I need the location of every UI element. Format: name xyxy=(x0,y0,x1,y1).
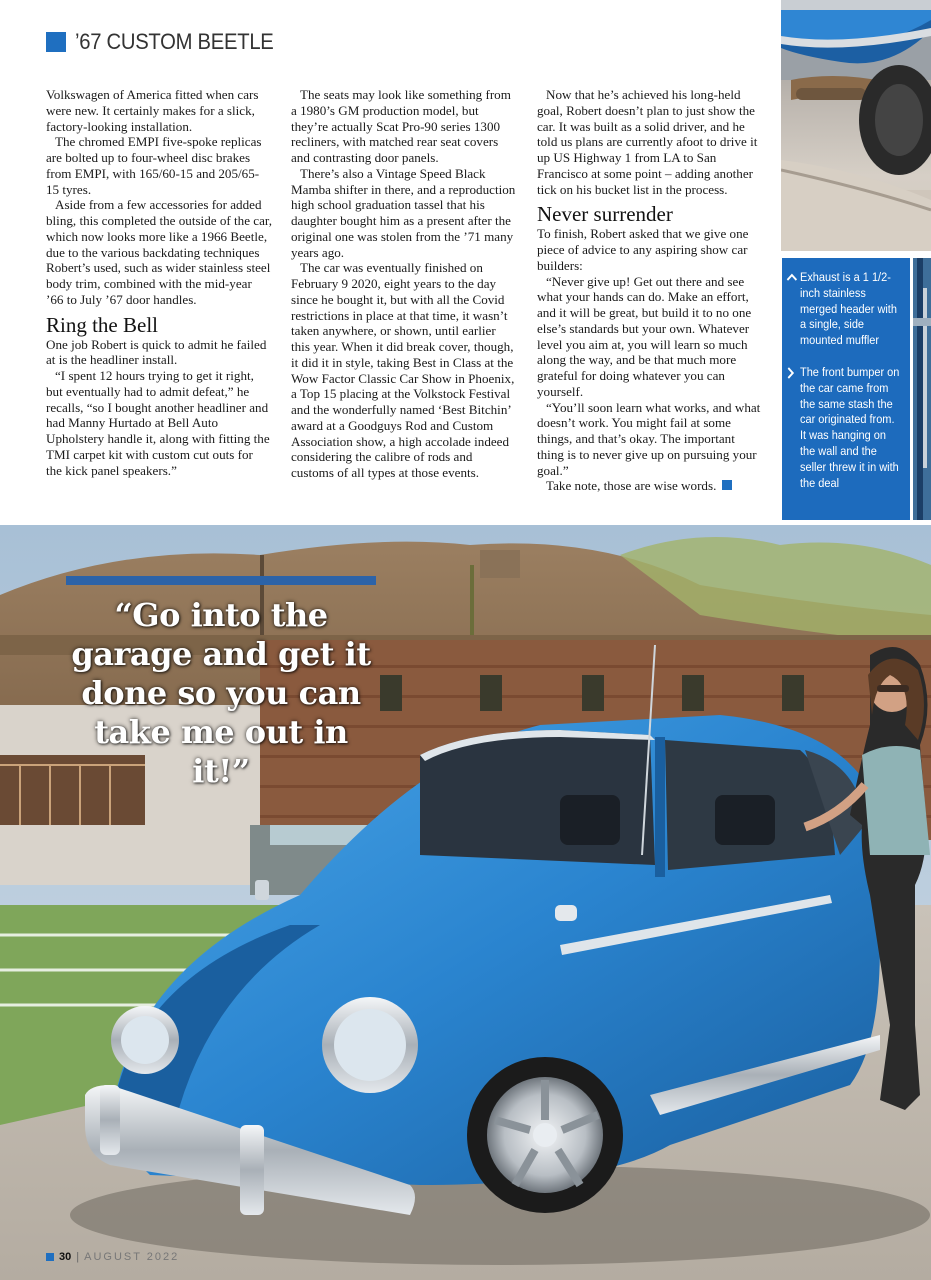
caption-bumper xyxy=(800,365,904,491)
subheading-never-surrender: Never surrender xyxy=(537,202,673,227)
article-column-1 xyxy=(46,87,272,478)
section-title: ’67 CUSTOM BEETLE xyxy=(75,29,274,54)
exhaust-photo xyxy=(781,0,931,251)
paragraph: The car was eventually finished on February 9 2020, eight years to the day since he bought it, but with all the Covid restrictions in place at that time, it wasn’t taken anywhere, or shown, until earlier this year. When it did break cover, though, it did it in style, taking Best in Class at the Wow Factor Classic Car Show in Phoenix, a Top 15 placing at the Volkstock Festival and the wonderfully named ‘Best Bitchin’ award at a Goodguys Rod and Custom Association show, a high accolade indeed considering the calibre of rods and customs of all types at those events. xyxy=(291,260,515,480)
paragraph: The chromed EMPI five-spoke replicas are bolted up to four-wheel disc brakes from EMPI, with 165/60-15 and 205/65-15 tyres. xyxy=(46,134,262,197)
paragraph: “You’ll soon learn what works, and what doesn’t work. You might fail at some things, and that’s okay. The important thing is to never give up on pursuing your goal.” xyxy=(537,399,761,478)
paragraph: There’s also a Vintage Speed Black Mamba shifter in there, and a reproduction high school graduation tassel that his daughter bought him as a present after the original one was stolen from the ’71 many years ago. xyxy=(291,165,516,260)
section-marker-square xyxy=(46,32,66,52)
pull-quote: “Go into the garage and get it done so you can take me out in it!” xyxy=(71,596,371,790)
paragraph: Now that he’s achieved his long-held goal, Robert doesn’t plan to just show the car. It was built as a solid driver, and he told us plans are currently afoot to drive it up US Highway 1 from LA to San Francisco at some point – adding another tick on his bucket list in the process. xyxy=(537,87,758,197)
caption-text: Exhaust is a 1 1/2-inch stainless merged header with a single, side mounted muffler xyxy=(800,270,897,348)
paragraph: Volkswagen of America fitted when cars were new. It certainly makes for a slick, factory-looking installation. xyxy=(46,87,259,134)
caption-text: The front bumper on the car came from the same stash the car originated from. It was hanging on the wall and the seller threw it in with the deal xyxy=(800,364,900,490)
photo-captions-box xyxy=(782,258,910,520)
chevron-right-icon xyxy=(787,367,796,379)
article-column-2 xyxy=(291,87,517,481)
caption-exhaust xyxy=(800,270,904,349)
bumper-photo-strip xyxy=(913,258,931,520)
paragraph: One job Robert is quick to admit he failed at is the headliner install. xyxy=(46,336,267,368)
chevron-up-icon xyxy=(787,272,798,282)
footer-separator: | xyxy=(76,1251,80,1263)
paragraph: The seats may look like something from a 1980’s GM production model, but they’re actually Scat Pro-90 series 1300 recliners, with matched rear seat covers and contrasting door panels. xyxy=(291,87,511,165)
footer-marker-square xyxy=(46,1253,54,1261)
paragraph: To finish, Robert asked that we give one piece of advice to any aspiring show car builders: xyxy=(537,226,749,273)
end-mark-square xyxy=(722,480,732,490)
paragraph: Aside from a few accessories for added bling, this completed the outside of the car, which now looks more like a 1966 Beetle, due to the various backdating techniques Robert’s used, such as wider stainless steel body trim, combined with the mid-year ’66 to July ’67 door handles. xyxy=(46,197,273,307)
issue-date: AUGUST 2022 xyxy=(84,1251,180,1263)
paragraph-final xyxy=(537,478,763,494)
section-header xyxy=(46,28,291,56)
paragraph: “I spent 12 hours trying to get it right, but eventually had to admit defeat,” he recalls, “so I bought another headliner and had Manny Hurtado at Bell Auto Upholstery handle it, along with fitting the TMI carpet kit with custom cut outs for the kick panel speakers.” xyxy=(46,368,270,478)
subheading-ring-the-bell: Ring the Bell xyxy=(46,312,158,337)
pull-quote-rule xyxy=(66,576,376,585)
page-footer xyxy=(46,1250,179,1264)
closing-text: Take note, those are wise words. xyxy=(546,478,717,494)
page-number: 30 xyxy=(59,1251,72,1263)
article-column-3 xyxy=(537,87,763,494)
paragraph: “Never give up! Get out there and see what your hands can do. Make an effort, and it will be great, but build it to no one else’s standards but your own. Whatever level you aim at, you will learn so much along the way, and be that much more grateful for doing whatever you can yourself. xyxy=(537,273,752,399)
